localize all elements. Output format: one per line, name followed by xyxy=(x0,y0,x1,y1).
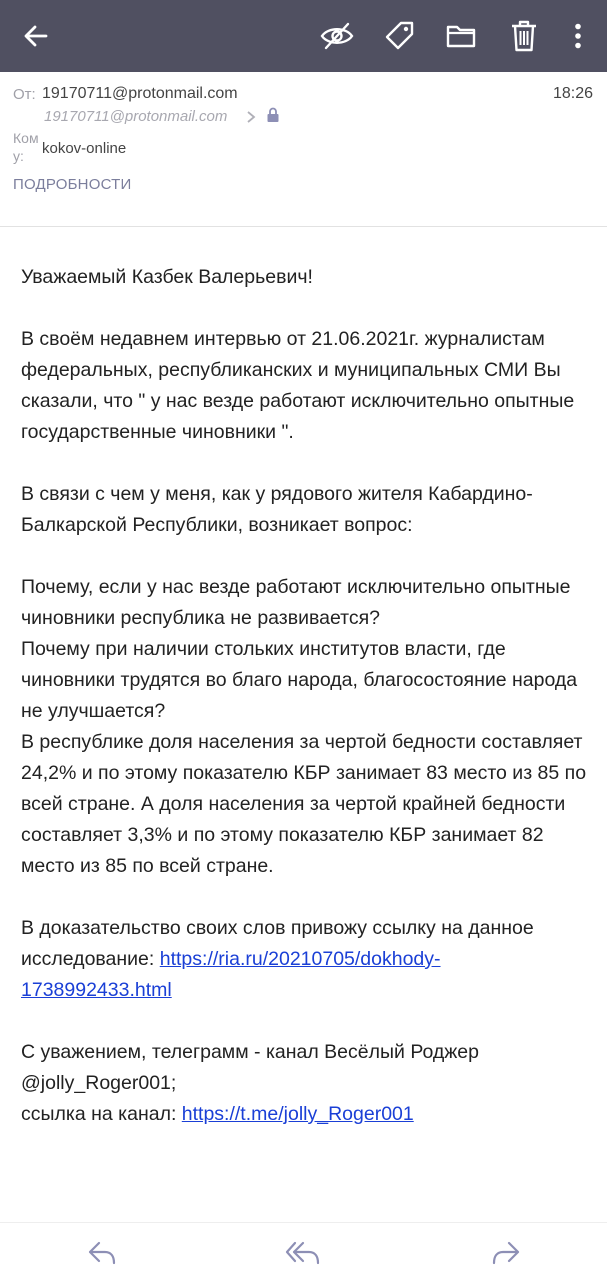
tag-icon xyxy=(383,20,415,52)
paragraph-questions xyxy=(21,572,591,882)
folder-icon xyxy=(446,23,476,49)
more-vertical-icon xyxy=(574,23,582,49)
paragraph-question-intro: В связи с чем у меня, как у рядового жителя Кабардино-Балкарской Республики, возникает вопрос: xyxy=(21,483,533,536)
more-options-button[interactable] xyxy=(554,12,602,60)
poverty-statistics: В республике доля населения за чертой бедности составляет 24,2% и по этому показателю КБР занимает 83 место из 85 по всей стране. А доля населения за чертой крайней бедности составляет 3,3% и по этому показателю КБР занимает 82 место из 85 по всей стране. xyxy=(21,731,587,877)
message-body xyxy=(21,262,591,1161)
telegram-link[interactable]: https://t.me/jolly_Roger001 xyxy=(181,1103,414,1125)
forward-icon xyxy=(491,1240,521,1266)
question-development: Почему, если у нас везде работают исключительно опытные чиновники республика не развивается? xyxy=(21,576,571,629)
sender-address[interactable]: 19170711@protonmail.com xyxy=(42,85,238,102)
evidence-text: В доказательство своих слов привожу ссылку на данное исследование: xyxy=(21,917,534,970)
signature xyxy=(21,1037,591,1130)
channel-link-text: ссылка на канал: xyxy=(21,1103,182,1125)
signature-line: С уважением, телеграмм - канал Весёлый Роджер @jolly_Roger001; xyxy=(21,1041,479,1094)
message-time: 18:26 xyxy=(552,85,593,102)
forward-button[interactable] xyxy=(486,1233,526,1273)
eye-off-icon xyxy=(320,21,354,51)
back-arrow-icon xyxy=(22,22,50,50)
trash-icon xyxy=(510,20,538,52)
top-toolbar xyxy=(0,0,607,72)
reply-icon xyxy=(87,1240,117,1266)
recipient-address[interactable]: kokov-online xyxy=(42,140,127,157)
header-divider xyxy=(0,226,607,227)
reply-all-button[interactable] xyxy=(283,1233,323,1273)
details-link[interactable]: ПОДРОБНОСТИ xyxy=(13,176,132,193)
sender-sub-address: 19170711@protonmail.com xyxy=(44,108,228,125)
question-welfare: Почему при наличии стольких институтов власти, где чиновники трудятся во благо народа, благосостояние народа не улучшается? xyxy=(21,638,578,722)
label-button[interactable] xyxy=(375,12,423,60)
back-button[interactable] xyxy=(12,12,60,60)
paragraph-evidence xyxy=(21,913,591,1006)
mark-unread-button[interactable] xyxy=(313,12,361,60)
from-label: От: xyxy=(13,86,36,103)
move-to-folder-button[interactable] xyxy=(437,12,485,60)
reply-all-icon xyxy=(285,1240,321,1266)
lock-icon xyxy=(266,107,280,123)
paragraph-interview: В своём недавнем интервью от 21.06.2021г. журналистам федеральных, республиканских и муниципальных СМИ Вы сказали, что " у нас везде работают исключительно опытные государственные чиновники ". xyxy=(21,328,575,443)
message-header xyxy=(0,72,607,227)
ria-link[interactable]: https://ria.ru/20210705/dokhody-1738992433.html xyxy=(21,948,441,1001)
chevron-right-icon xyxy=(246,110,256,124)
greeting: Уважаемый Казбек Валерьевич! xyxy=(21,266,313,288)
bottom-action-bar xyxy=(0,1222,607,1281)
to-label: Кому: xyxy=(13,130,39,164)
reply-button[interactable] xyxy=(82,1233,122,1273)
delete-button[interactable] xyxy=(500,12,548,60)
